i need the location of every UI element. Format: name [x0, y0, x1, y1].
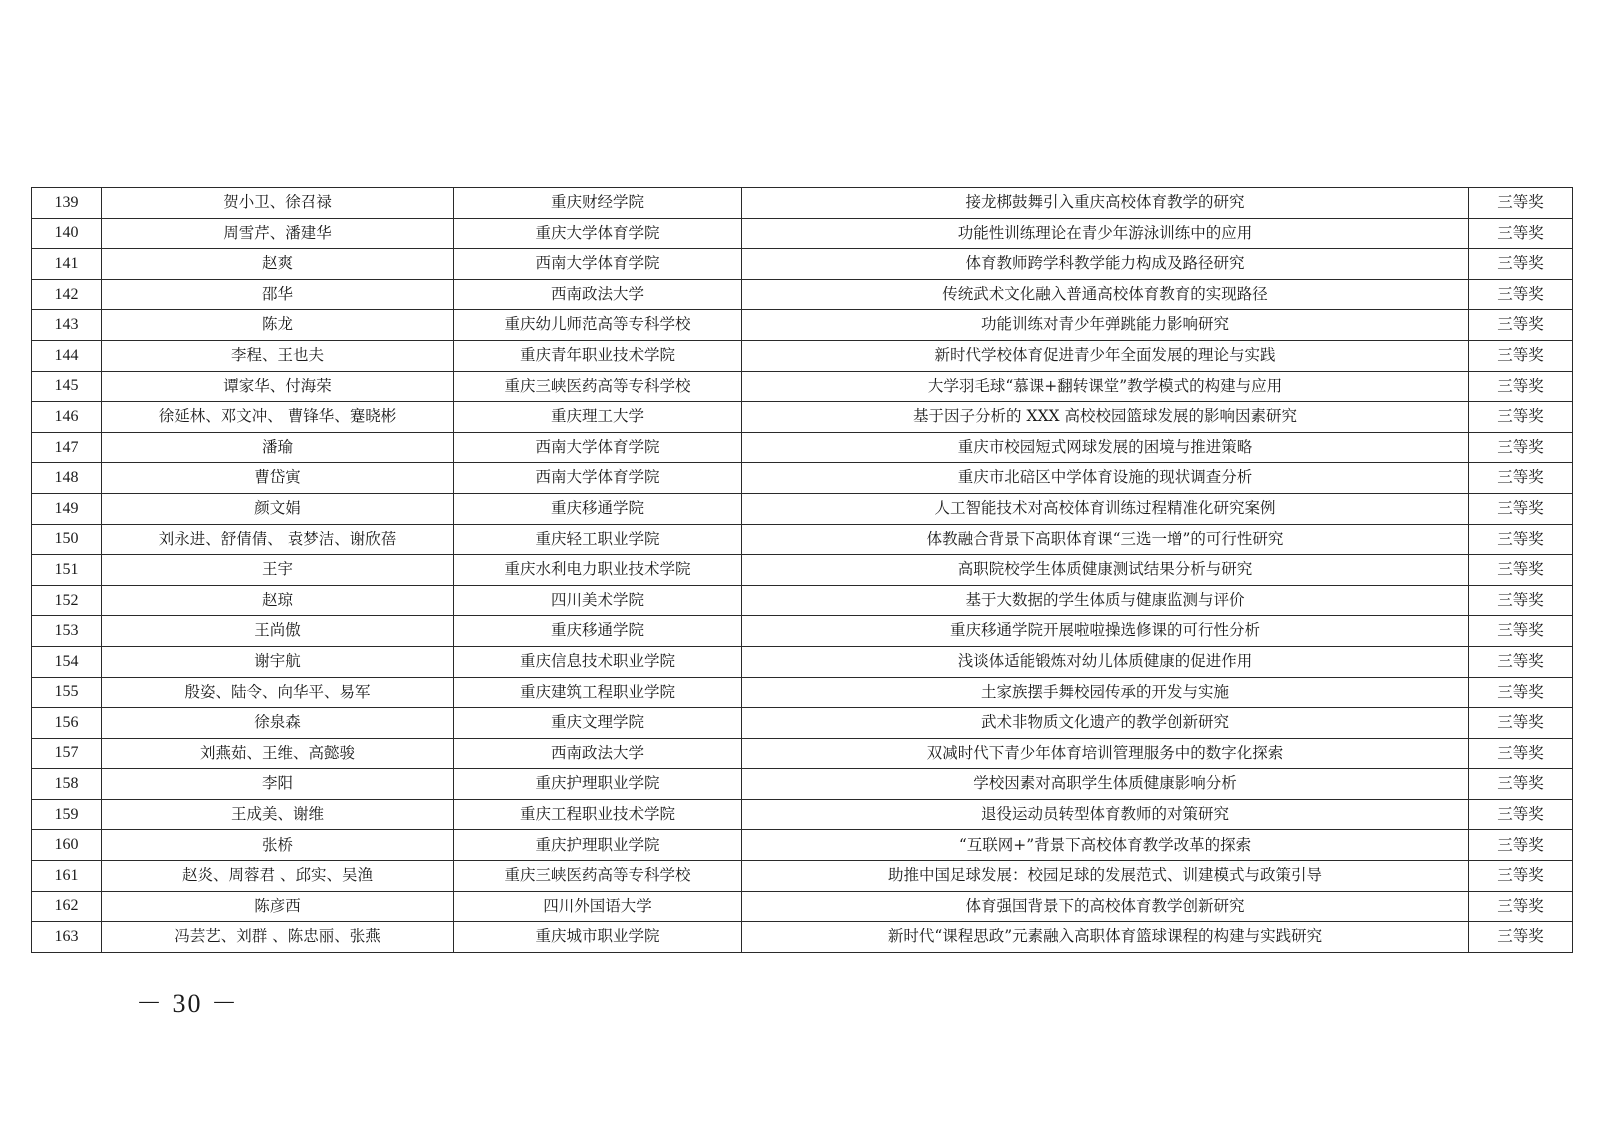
authors-cell: 冯芸艺、刘群 、陈忠丽、张燕: [102, 922, 454, 953]
institution-cell: 重庆移通学院: [454, 493, 742, 524]
award-cell: 三等奖: [1469, 310, 1573, 341]
table-row: [32, 922, 1573, 953]
institution-cell: 重庆幼儿师范高等专科学校: [454, 310, 742, 341]
institution-cell: 西南大学体育学院: [454, 463, 742, 494]
award-cell: 三等奖: [1469, 891, 1573, 922]
title-cell: 高职院校学生体质健康测试结果分析与研究: [742, 555, 1469, 586]
title-cell: 新时代学校体育促进青少年全面发展的理论与实践: [742, 340, 1469, 371]
title-cell: 重庆移通学院开展啦啦操选修课的可行性分析: [742, 616, 1469, 647]
table-row: [32, 738, 1573, 769]
row-number-cell: 157: [32, 738, 102, 769]
award-cell: 三等奖: [1469, 493, 1573, 524]
row-number-cell: 146: [32, 402, 102, 433]
table-row: [32, 279, 1573, 310]
row-number-cell: 142: [32, 279, 102, 310]
award-cell: 三等奖: [1469, 646, 1573, 677]
institution-cell: 重庆大学体育学院: [454, 218, 742, 249]
authors-cell: 赵爽: [102, 249, 454, 280]
table-row: [32, 830, 1573, 861]
award-table: [31, 187, 1573, 953]
authors-cell: 刘燕茹、王维、高懿骏: [102, 738, 454, 769]
award-cell: 三等奖: [1469, 371, 1573, 402]
institution-cell: 重庆水利电力职业技术学院: [454, 555, 742, 586]
institution-cell: 重庆财经学院: [454, 188, 742, 219]
row-number-cell: 151: [32, 555, 102, 586]
authors-cell: 徐延林、邓文冲、 曹锋华、蹇晓彬: [102, 402, 454, 433]
row-number-cell: 150: [32, 524, 102, 555]
institution-cell: 西南政法大学: [454, 738, 742, 769]
table-row: [32, 463, 1573, 494]
authors-cell: 贺小卫、徐召禄: [102, 188, 454, 219]
page-number: － 30 －: [136, 989, 240, 1018]
row-number-cell: 161: [32, 861, 102, 892]
title-cell: 新时代“课程思政”元素融入高职体育篮球课程的构建与实践研究: [742, 922, 1469, 953]
authors-cell: 赵炎、周蓉君 、邱实、吴渔: [102, 861, 454, 892]
award-cell: 三等奖: [1469, 340, 1573, 371]
award-cell: 三等奖: [1469, 677, 1573, 708]
row-number-cell: 148: [32, 463, 102, 494]
authors-cell: 周雪芹、潘建华: [102, 218, 454, 249]
title-cell: 浅谈体适能锻炼对幼儿体质健康的促进作用: [742, 646, 1469, 677]
award-cell: 三等奖: [1469, 830, 1573, 861]
institution-cell: 四川外国语大学: [454, 891, 742, 922]
authors-cell: 邵华: [102, 279, 454, 310]
authors-cell: 王尚傲: [102, 616, 454, 647]
award-cell: 三等奖: [1469, 738, 1573, 769]
table-row: [32, 799, 1573, 830]
institution-cell: 重庆三峡医药高等专科学校: [454, 371, 742, 402]
title-cell: 体育强国背景下的高校体育教学创新研究: [742, 891, 1469, 922]
award-cell: 三等奖: [1469, 616, 1573, 647]
table-row: [32, 218, 1573, 249]
award-cell: 三等奖: [1469, 188, 1573, 219]
row-number-cell: 155: [32, 677, 102, 708]
title-cell: 功能性训练理论在青少年游泳训练中的应用: [742, 218, 1469, 249]
award-cell: 三等奖: [1469, 799, 1573, 830]
title-cell: 体育教师跨学科教学能力构成及路径研究: [742, 249, 1469, 280]
table-row: [32, 616, 1573, 647]
title-cell: 双减时代下青少年体育培训管理服务中的数字化探索: [742, 738, 1469, 769]
authors-cell: 徐泉森: [102, 708, 454, 739]
row-number-cell: 159: [32, 799, 102, 830]
award-cell: 三等奖: [1469, 861, 1573, 892]
institution-cell: 重庆理工大学: [454, 402, 742, 433]
table-row: [32, 188, 1573, 219]
institution-cell: 重庆护理职业学院: [454, 769, 742, 800]
row-number-cell: 140: [32, 218, 102, 249]
award-table-body: [32, 188, 1573, 953]
row-number-cell: 153: [32, 616, 102, 647]
row-number-cell: 160: [32, 830, 102, 861]
title-cell: 土家族摆手舞校园传承的开发与实施: [742, 677, 1469, 708]
award-cell: 三等奖: [1469, 922, 1573, 953]
row-number-cell: 139: [32, 188, 102, 219]
authors-cell: 赵琼: [102, 585, 454, 616]
title-cell: 重庆市北碚区中学体育设施的现状调查分析: [742, 463, 1469, 494]
award-cell: 三等奖: [1469, 769, 1573, 800]
table-row: [32, 861, 1573, 892]
table-row: [32, 402, 1573, 433]
award-cell: 三等奖: [1469, 524, 1573, 555]
table-row: [32, 432, 1573, 463]
authors-cell: 曹岱寅: [102, 463, 454, 494]
award-cell: 三等奖: [1469, 218, 1573, 249]
award-cell: 三等奖: [1469, 585, 1573, 616]
institution-cell: 重庆城市职业学院: [454, 922, 742, 953]
authors-cell: 谢宇航: [102, 646, 454, 677]
table-row: [32, 524, 1573, 555]
row-number-cell: 141: [32, 249, 102, 280]
row-number-cell: 156: [32, 708, 102, 739]
title-cell: 大学羽毛球“慕课+翻转课堂”教学模式的构建与应用: [742, 371, 1469, 402]
institution-cell: 重庆建筑工程职业学院: [454, 677, 742, 708]
row-number-cell: 163: [32, 922, 102, 953]
institution-cell: 西南大学体育学院: [454, 249, 742, 280]
institution-cell: 西南大学体育学院: [454, 432, 742, 463]
row-number-cell: 149: [32, 493, 102, 524]
row-number-cell: 162: [32, 891, 102, 922]
award-cell: 三等奖: [1469, 402, 1573, 433]
title-cell: 体教融合背景下高职体育课“三选一增”的可行性研究: [742, 524, 1469, 555]
row-number-cell: 158: [32, 769, 102, 800]
institution-cell: 重庆文理学院: [454, 708, 742, 739]
row-number-cell: 143: [32, 310, 102, 341]
table-row: [32, 371, 1573, 402]
table-row: [32, 708, 1573, 739]
title-cell: 助推中国足球发展：校园足球的发展范式、训建模式与政策引导: [742, 861, 1469, 892]
authors-cell: 王成美、谢维: [102, 799, 454, 830]
title-cell: 人工智能技术对高校体育训练过程精准化研究案例: [742, 493, 1469, 524]
title-cell: 传统武术文化融入普通高校体育教育的实现路径: [742, 279, 1469, 310]
row-number-cell: 152: [32, 585, 102, 616]
authors-cell: 李程、王也夫: [102, 340, 454, 371]
title-cell: 接龙梆鼓舞引入重庆高校体育教学的研究: [742, 188, 1469, 219]
title-cell: 学校因素对高职学生体质健康影响分析: [742, 769, 1469, 800]
table-row: [32, 310, 1573, 341]
authors-cell: 谭家华、付海荣: [102, 371, 454, 402]
table-row: [32, 585, 1573, 616]
title-cell: 退役运动员转型体育教师的对策研究: [742, 799, 1469, 830]
institution-cell: 重庆三峡医药高等专科学校: [454, 861, 742, 892]
award-cell: 三等奖: [1469, 463, 1573, 494]
table-row: [32, 677, 1573, 708]
authors-cell: 陈龙: [102, 310, 454, 341]
award-cell: 三等奖: [1469, 555, 1573, 586]
authors-cell: 张桥: [102, 830, 454, 861]
institution-cell: 重庆青年职业技术学院: [454, 340, 742, 371]
authors-cell: 潘瑜: [102, 432, 454, 463]
authors-cell: 颜文娟: [102, 493, 454, 524]
table-row: [32, 493, 1573, 524]
award-cell: 三等奖: [1469, 279, 1573, 310]
title-cell: 功能训练对青少年弹跳能力影响研究: [742, 310, 1469, 341]
institution-cell: 重庆护理职业学院: [454, 830, 742, 861]
row-number-cell: 154: [32, 646, 102, 677]
authors-cell: 刘永进、舒倩倩、 袁梦洁、谢欣蓓: [102, 524, 454, 555]
table-row: [32, 646, 1573, 677]
table-row: [32, 769, 1573, 800]
institution-cell: 西南政法大学: [454, 279, 742, 310]
table-row: [32, 249, 1573, 280]
authors-cell: 王宇: [102, 555, 454, 586]
award-cell: 三等奖: [1469, 432, 1573, 463]
table-row: [32, 555, 1573, 586]
table-row: [32, 340, 1573, 371]
award-cell: 三等奖: [1469, 249, 1573, 280]
table-row: [32, 891, 1573, 922]
row-number-cell: 145: [32, 371, 102, 402]
institution-cell: 重庆信息技术职业学院: [454, 646, 742, 677]
institution-cell: 四川美术学院: [454, 585, 742, 616]
row-number-cell: 144: [32, 340, 102, 371]
award-cell: 三等奖: [1469, 708, 1573, 739]
title-cell: 重庆市校园短式网球发展的困境与推进策略: [742, 432, 1469, 463]
authors-cell: 陈彦西: [102, 891, 454, 922]
title-cell: “互联网+”背景下高校体育教学改革的探索: [742, 830, 1469, 861]
authors-cell: 殷姿、陆令、向华平、易军: [102, 677, 454, 708]
institution-cell: 重庆工程职业技术学院: [454, 799, 742, 830]
institution-cell: 重庆移通学院: [454, 616, 742, 647]
institution-cell: 重庆轻工职业学院: [454, 524, 742, 555]
title-cell: 基于大数据的学生体质与健康监测与评价: [742, 585, 1469, 616]
title-cell: 基于因子分析的 XXX 高校校园篮球发展的影响因素研究: [742, 402, 1469, 433]
title-cell: 武术非物质文化遗产的教学创新研究: [742, 708, 1469, 739]
authors-cell: 李阳: [102, 769, 454, 800]
row-number-cell: 147: [32, 432, 102, 463]
